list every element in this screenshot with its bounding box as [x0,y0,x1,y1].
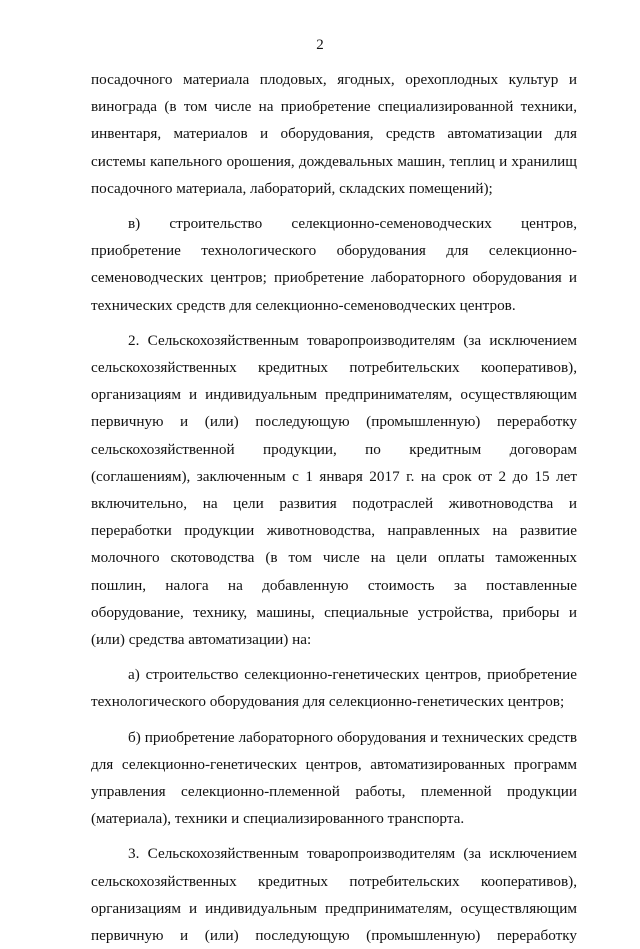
document-body [91,66,577,949]
paragraph-item-v: в) строительство селекционно-семеноводческих центров, приобретение технологического оборудования для селекционно-семеноводческих центров; приобретение лабораторного оборудования и технических средств для селекционно-семеноводческих центров. [91,215,577,314]
paragraph-gap [91,653,577,661]
page-number: 2 [316,37,324,53]
paragraph-continuation: посадочного материала плодовых, ягодных, орехоплодных культур и винограда (в том числе на приобретение специализированной техники, инвентаря, материалов и оборудования, средств автоматизации для системы капельного орошения, дождевальных машин, теплиц и хранилищ посадочного материала, лабораторий, складских помещений); [91,71,577,197]
paragraph-section-2: 2. Сельскохозяйственным товаропроизводителям (за исключением сельскохозяйственных кредитных потребительских кооперативов), организациям и индивидуальным предпринимателям, осуществляющим первичную и (или) последующую (промышленную) переработку сельскохозяйственной продукции, по кредитным договорам (соглашениям), заключенным с 1 января 2017 г. на срок от 2 до 15 лет включительно, на цели развития подотраслей животноводства и переработки продукции животноводства, направленных на развитие молочного скотоводства (в том числе на цели оплаты таможенных пошлин, налога на добавленную стоимость за поставленные оборудование, технику, машины, специальные устройства, приборы и (или) средства автоматизации) на: [91,331,577,649]
paragraph-item-b: б) приобретение лабораторного оборудования и технических средств для селекционно-генетических центров, автоматизированных программ управления селекционно-племенной работы, племенной продукции (материала), техники и специализированного транспорта. [91,728,577,828]
paragraph-gap [91,202,577,210]
paragraph-item-a: а) строительство селекционно-генетических центров, приобретение технологического оборудования для селекционно-генетических центров; [91,666,577,711]
paragraph-gap [91,832,577,840]
paragraph-section-3: 3. Сельскохозяйственным товаропроизводителям (за исключением сельскохозяйственных кредитных потребительских кооперативов), организациям и индивидуальным предпринимателям, осуществляющим первичную и (или) последующую (промышленную) переработку [91,845,577,945]
paragraph-gap [91,319,577,327]
paragraph-gap [91,716,577,724]
